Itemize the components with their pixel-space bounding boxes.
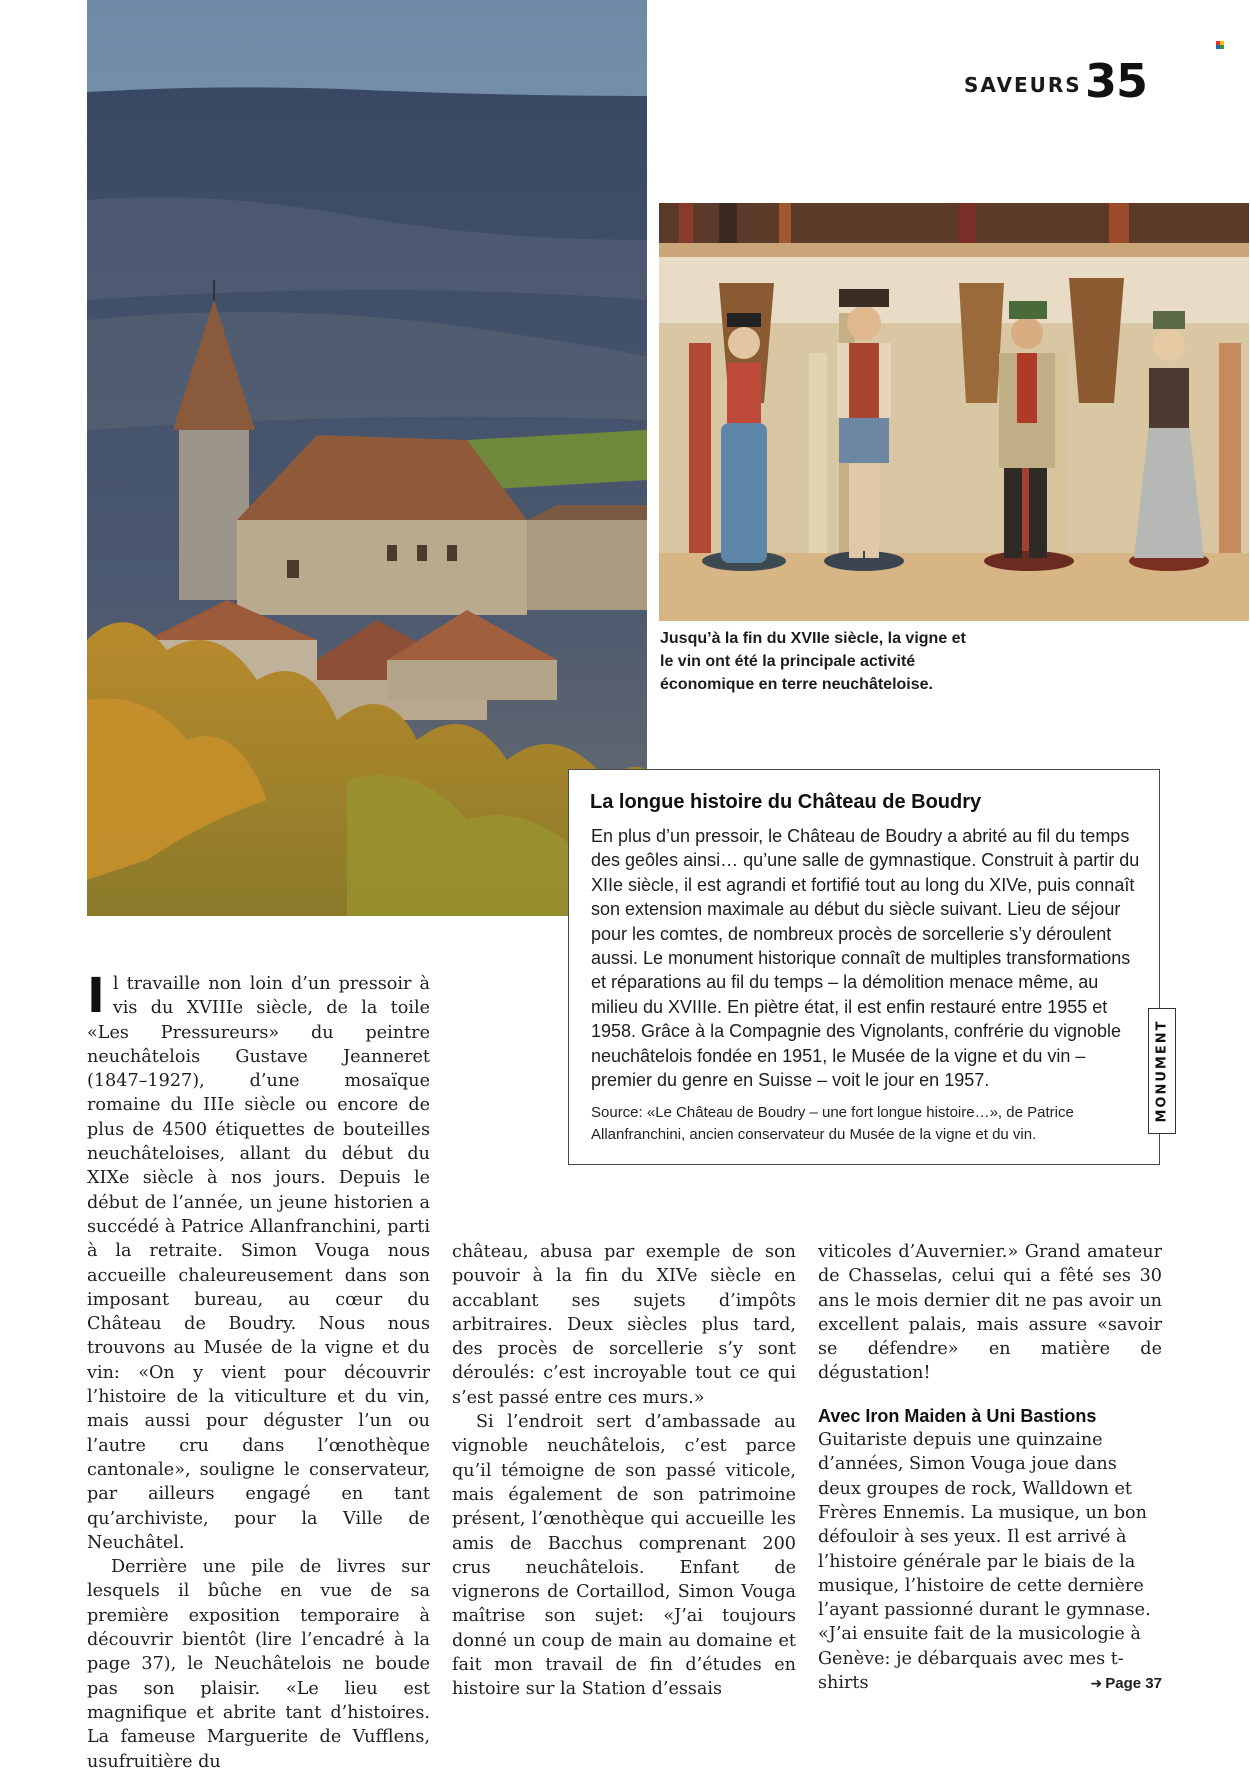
article-column-3 <box>818 1240 1162 1696</box>
monument-tab <box>1148 1008 1176 1134</box>
box-title: La longue histoire du Château de Boudry <box>590 791 982 813</box>
page-reference-label: Page 37 <box>1105 1675 1162 1693</box>
color-registration-mark <box>1216 34 1224 42</box>
article-paragraph-3: château, abusa par exemple de son pouvoir à la fin du XIVe siècle en accablant ses sujets d’impôts arbitraires. Deux siècles plus tard, des procès de sorcellerie s’y sont déroulés: c’est incroyable tout ce qui s’est passé entre ces murs.» <box>452 1242 796 1408</box>
article-paragraph-4: Si l’endroit sert d’ambassade au vignoble neuchâtelois, c’est parce qu’il témoigne de son passé viticole, mais également de son patrimoine présent, l’œnothèque qui accueille les amis de Bacchus comprenant 200 crus neuchâtelois. Enfant de vignerons de Cortaillod, Simon Vouga maîtrise son sujet: «J’ai toujours donné un coup de main au domaine et fait mon travail de fin d’études en histoire sur la Station d’essais <box>452 1412 796 1700</box>
box-source: Source: «Le Château de Boudry – une fort longue histoire…», de Patrice Allanfranchini, ancien conservateur du Musée de la vigne et du vin. <box>591 1104 1074 1143</box>
article-paragraph-6: Guitariste depuis une quinzaine d’années, Simon Vouga joue dans deux groupes de rock, Walldown et Frères Ennemis. La musique, un bon défouloir à ses yeux. Il est arrivé à l’histoire générale par le biais de la musique, l’histoire de cette dernière l’ayant passionné durant le gymnase. «J’ai ensuite fait de la musicologie à Genève: je débarquais avec mes t-shirts <box>818 1430 1151 1694</box>
box-text: En plus d’un pressoir, le Château de Boudry a abrité au fil du temps des geôles ainsi… qu’une salle de gymnastique. Construit à partir du XIIe siècle, il est agrandi et fortifié tout au long du XIVe, puis connaît son extension maximale au début du siècle suivant. Lieu de séjour pour les comtes, de nombreux procès de sorcellerie s’y déroulent aussi. Le monument historique connaît de multiples transformations et réparations au fil du temps – la démolition menace même, au milieu du XVIIIe. En piètre état, il est enfin restauré entre 1955 et 1958. Grâce à la Compagnie des Vignolants, confrérie du vignoble neuchâtelois fondée en 1951, le Musée de la vigne et du vin – premier du genre en Suisse – voit le jour en 1957. <box>591 826 1140 1091</box>
article-subhead: Avec Iron Maiden à Uni Bastions <box>818 1405 1097 1426</box>
monument-tab-label: MONUMENT <box>1154 1019 1170 1123</box>
figurines-photo <box>659 203 1249 621</box>
article-paragraph-2: Derrière une pile de livres sur lesquels il bûche en vue de sa première exposition temporaire à découvrir bientôt (lire l’encadré à la page 37), le Neuchâtelois ne boude pas son plaisir. «Le lieu est magnifique et abrite tant d’histoires. La fameuse Marguerite de Vufflens, usufruitière du <box>87 1557 430 1772</box>
page-number: 35 <box>1085 54 1148 108</box>
page-reference-link[interactable] <box>1091 1672 1162 1696</box>
arrow-right-icon: ➜ <box>1090 1676 1103 1693</box>
photo-caption: Jusqu’à la fin du XVIIe siècle, la vigne et le vin ont été la principale activité économique en terre neuchâteloise. <box>660 630 966 693</box>
article-paragraph-5: viticoles d’Auvernier.» Grand amateur de Chasselas, celui qui a fêté ses 30 ans le mois dernier dit ne pas avoir un excellent palais, mais assure «savoir se défendre» en matière de dégustation! <box>818 1242 1162 1384</box>
dropcap: I <box>87 968 105 1024</box>
article-column-1 <box>87 968 430 1774</box>
castle-photo <box>87 0 647 916</box>
article-column-2 <box>452 1240 796 1702</box>
article-paragraph-1: l travaille non loin d’un pressoir à vis du XVIIIe siècle, de la toile «Les Pressureurs» du peintre neuchâtelois Gustave Jeanneret (1847–1927), d’une mosaïque romaine du IIIe siècle ou encore de plus de 4500 étiquettes de bouteilles neuchâteloises, allant du début du XIXe siècle à nos jours. Depuis le début de l’année, un jeune historien a succédé à Patrice Allanfranchini, parti à la retraite. Simon Vouga nous accueille chaleureusement dans son imposant bureau, au cœur du Château de Boudry. Nous nous trouvons au Musée de la vigne et du vin: «On y vient pour découvrir l’histoire de la viticulture et du vin, mais aussi pour déguster l’un ou l’autre cru dans l’œnothèque cantonale», souligne le conservateur, par ailleurs engagé en tant qu’archiviste, pour la Ville de Neuchâtel. <box>87 974 430 1553</box>
section-name: SAVEURS <box>964 73 1082 97</box>
